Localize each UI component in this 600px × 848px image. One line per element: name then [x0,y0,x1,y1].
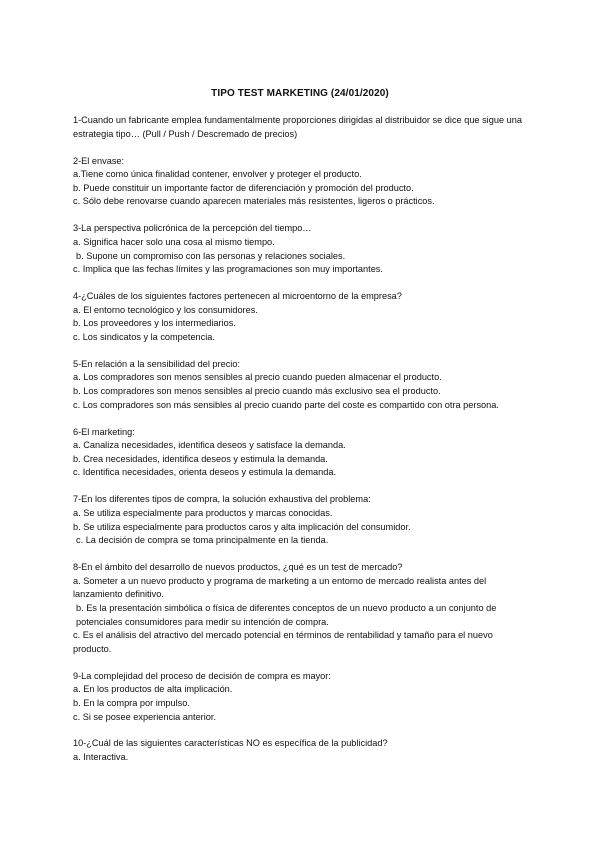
option-c: c. La decisión de compra se toma principalmente en la tienda. [76,535,329,546]
option-a: a. En los productos de alta implicación. [73,684,233,695]
question-2 [73,155,533,209]
option-a: a. El entorno tecnológico y los consumidores. [73,304,258,315]
document-title: TIPO TEST MARKETING (24/01/2020) [211,88,389,99]
option-c: c. Si se posee experiencia anterior. [73,711,216,722]
question-7 [73,493,533,547]
question-6 [73,426,533,480]
question-text: 2-El envase: [73,155,125,166]
question-text: 9-La complejidad del proceso de decisión de compra es mayor: [73,670,331,681]
question-5 [73,358,533,412]
option-b: b. Es la presentación simbólica o física de diferentes conceptos de un nuevo producto a un conjunto de potenciales consumidores para medir su intención de compra. [76,602,497,627]
question-text: 6-El marketing: [73,426,135,437]
option-b: b. Los compradores son menos sensibles al precio cuando más exclusivo sea el producto. [73,386,441,397]
question-text: 7-En los diferentes tipos de compra, la solución exhaustiva del problema: [73,494,371,505]
question-text: 8-En el ámbito del desarrollo de nuevos productos, ¿qué es un test de mercado? [73,562,403,573]
option-b: b. Puede constituir un importante factor de diferenciación y promoción del producto. [73,182,414,193]
question-8 [73,561,533,656]
option-b: b. Los proveedores y los intermediarios. [73,318,236,329]
option-a: a.Tiene como única finalidad contener, envolver y proteger el producto. [73,169,362,180]
question-10 [73,737,533,764]
option-a: a. Se utiliza especialmente para productos y marcas conocidas. [73,508,333,518]
question-text: 4-¿Cuáles de los siguientes factores pertenecen al microentorno de la empresa? [73,291,402,302]
option-b: b. Crea necesidades, identifica deseos y estimula la demanda. [73,453,328,464]
question-1 [73,114,533,141]
question-text: 5-En relación a la sensibilidad del precio: [73,358,241,369]
question-text: 1-Cuando un fabricante emplea fundamentalmente proporciones dirigidas al distribuidor se dice que sigue una estrategia tipo… (Pull / Push / Descremado de precios) [73,115,522,139]
option-c: c. Los compradores son más sensibles al precio cuando parte del coste es compartido con otra persona. [73,399,499,410]
question-list [73,114,533,778]
option-c: c. Identifica necesidades, orienta deseos y estimula la demanda. [73,467,337,478]
option-b: b. Supone un compromiso con las personas y relaciones sociales. [76,250,346,261]
option-a: a. Significa hacer solo una cosa al mismo tiempo. [73,236,275,247]
option-b: b. Se utiliza especialmente para productos caros y alta implicación del consumidor. [73,521,411,532]
question-3 [73,222,533,276]
option-a: a. Someter a un nuevo producto y programa de marketing a un entorno de mercado realista antes del lanzamiento definitivo. [73,575,487,600]
option-a: a. Canaliza necesidades, identifica deseos y satisface la demanda. [73,440,346,451]
option-c: c. Es el análisis del atractivo del mercado potencial en términos de rentabilidad y tamaño para el nuevo producto. [73,630,493,654]
question-4 [73,290,533,344]
option-c: c. Los sindicatos y la competencia. [73,331,215,342]
question-text: 3-La perspectiva policrónica de la percepción del tiempo… [73,223,312,234]
option-c: c. Implica que las fechas límites y las programaciones son muy importantes. [73,264,383,275]
option-a: a. Interactiva. [73,752,129,763]
question-text: 10-¿Cuál de las siguientes características NO es específica de la publicidad? [73,738,388,749]
option-b: b. En la compra por impulso. [73,697,190,708]
question-9 [73,670,533,724]
option-c: c. Sólo debe renovarse cuando aparecen materiales más resistentes, ligeros o prácticos. [73,196,435,207]
option-a: a. Los compradores son menos sensibles al precio cuando pueden almacenar el producto. [73,372,442,383]
